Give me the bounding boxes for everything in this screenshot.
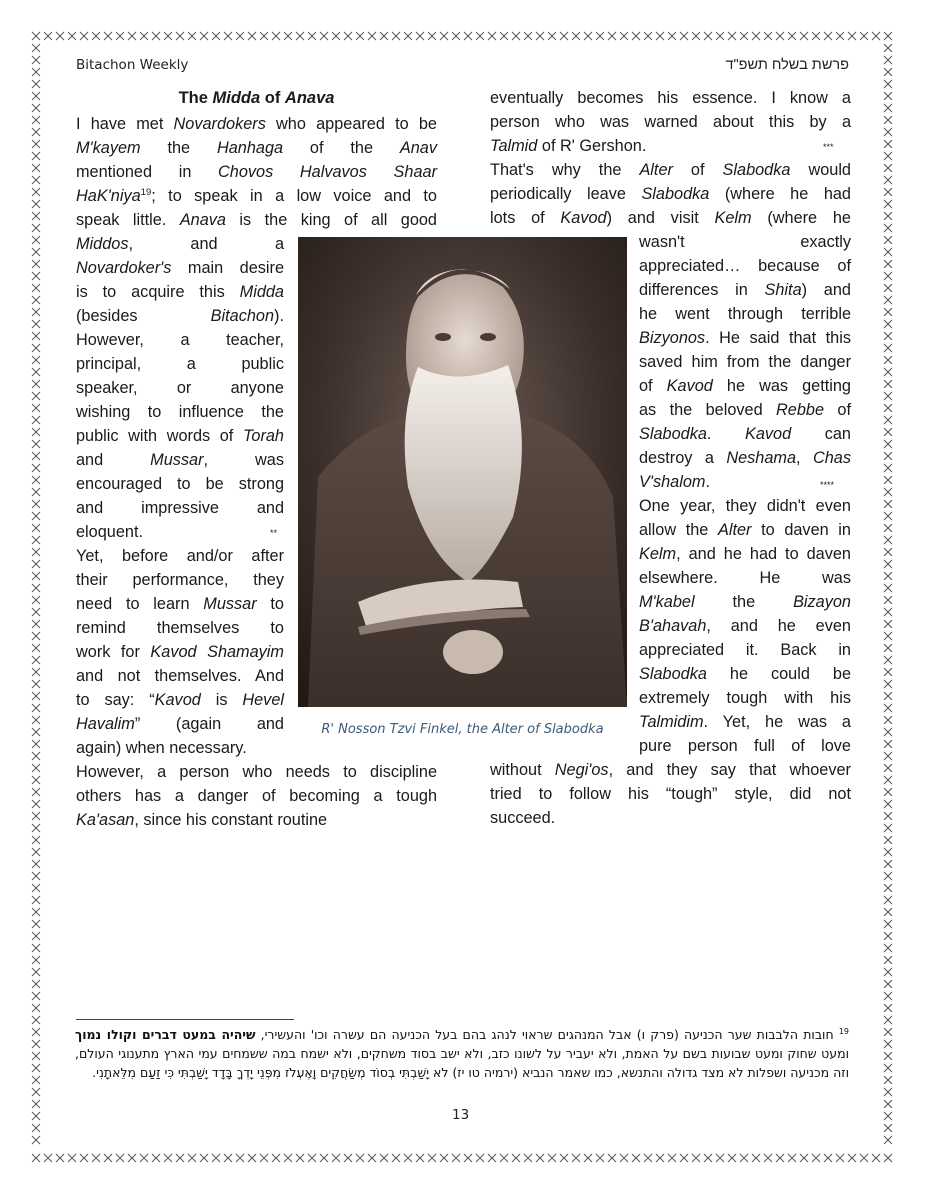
title-part: of: [260, 89, 285, 107]
text-run: would: [790, 161, 851, 179]
text-run: That's why the: [490, 161, 640, 179]
text-run: ,: [796, 449, 813, 467]
text-line: [639, 638, 851, 662]
text-line: [76, 232, 284, 256]
text-run: destroy a: [639, 449, 727, 467]
text-line: [76, 328, 284, 352]
text-line: [76, 208, 437, 232]
footnote-divider: [76, 1019, 294, 1020]
text-run: and: [76, 451, 151, 469]
text-run: , and he even: [706, 617, 851, 635]
text-line: [490, 86, 851, 110]
article-title: [76, 89, 437, 108]
italic-term: Novardoker's: [76, 259, 172, 277]
text-line: [76, 616, 284, 640]
italic-term: V'shalom: [639, 473, 706, 491]
text-run: work for: [76, 643, 151, 661]
text-line: [76, 568, 284, 592]
text-line: [639, 350, 851, 374]
text-run: of: [824, 401, 852, 419]
photo-caption: R' Nosson Tzvi Finkel, the Alter of Slabodka: [321, 722, 604, 737]
text-line: [76, 136, 437, 160]
italic-term: Anav: [399, 139, 437, 157]
italic-term: Kavod Shamayim: [150, 643, 284, 661]
text-line: [490, 110, 851, 134]
text-line: [76, 592, 284, 616]
text-line: [639, 302, 851, 326]
text-run: (where he had: [709, 185, 851, 203]
italic-term: Slabodka: [722, 161, 791, 179]
footnote-ref: 19: [140, 187, 152, 198]
italic-term: Kelm: [714, 209, 752, 227]
italic-term: Negi'os: [554, 761, 609, 779]
text-line: [76, 784, 437, 808]
title-part: Anava: [284, 89, 335, 107]
section-separator: ***: [823, 142, 834, 152]
text-line: [490, 182, 851, 206]
italic-term: Talmid: [490, 137, 538, 155]
text-run: , and he had to daven: [676, 545, 851, 563]
italic-term: Kavod: [154, 691, 201, 709]
text-run: to daven in: [751, 521, 851, 539]
italic-term: Mussar: [203, 595, 257, 613]
text-run: wishing to influence the: [76, 403, 284, 421]
header-publication-name: Bitachon Weekly: [76, 57, 189, 73]
text-run: wasn't exactly: [639, 233, 851, 251]
text-line: [639, 254, 851, 278]
italic-term: Kavod: [745, 425, 792, 443]
text-line: [76, 808, 437, 832]
text-run: he went through terrible: [639, 305, 851, 323]
text-run: is the king of all good: [225, 211, 437, 229]
text-line: [76, 376, 284, 400]
text-run: ” (again and: [134, 715, 284, 733]
italic-term: Rebbe: [776, 401, 825, 419]
section-separator: **: [270, 528, 278, 538]
italic-term: Bizayon: [793, 593, 851, 611]
italic-term: Hanhaga: [216, 139, 284, 157]
text-line: [490, 806, 851, 830]
title-part: Midda: [212, 89, 261, 107]
text-run: tried to follow his “tough” style, did not: [490, 785, 851, 803]
text-run: allow the: [639, 521, 718, 539]
italic-term: Neshama: [726, 449, 797, 467]
header-parsha: פרשת בשלח תשפ"ד: [725, 57, 849, 73]
italic-term: Chovos Halvavos Shaar: [218, 163, 437, 181]
text-run: mentioned in: [76, 163, 219, 181]
footnote-number: 19: [838, 1027, 849, 1036]
text-run: remind themselves to: [76, 619, 284, 637]
text-run: can: [791, 425, 851, 443]
text-run: to say: “: [76, 691, 155, 709]
text-run: saved him from the danger: [639, 353, 851, 371]
text-line: [639, 446, 851, 470]
text-run: , and they say that whoever: [608, 761, 851, 779]
text-run: elsewhere. He was: [639, 569, 851, 587]
text-line: [76, 424, 284, 448]
text-run: who appeared to be: [265, 115, 437, 133]
italic-term: Anava: [179, 211, 226, 229]
text-line: [76, 664, 284, 688]
italic-term: M'kayem: [76, 139, 141, 157]
text-line: [76, 400, 284, 424]
text-line: [76, 160, 437, 184]
text-line: [639, 686, 851, 710]
italic-term: Kavod: [666, 377, 713, 395]
italic-term: Novardokers: [173, 115, 266, 133]
footnote-text-bold: שיהיה במעט דברים וקולו נמוך: [75, 1027, 256, 1042]
text-run: is: [200, 691, 243, 709]
text-line: [490, 758, 851, 782]
text-run: One year, they didn't even: [639, 497, 851, 515]
text-run: need to learn: [76, 595, 204, 613]
text-line: [490, 782, 851, 806]
italic-term: Talmidim: [639, 713, 704, 731]
text-run: (besides: [76, 307, 211, 325]
text-run: eloquent.: [76, 523, 143, 541]
italic-term: Alter: [639, 161, 673, 179]
text-run: ; to speak in a low voice and to: [151, 187, 437, 205]
text-run: of the: [283, 139, 400, 157]
text-run: , was: [203, 451, 284, 469]
text-run: (where he: [751, 209, 851, 227]
text-line: [76, 352, 284, 376]
text-run: succeed.: [490, 809, 556, 827]
text-run: public with words of: [76, 427, 243, 445]
text-line: [76, 256, 284, 280]
text-line: [639, 542, 851, 566]
italic-term: Bitachon: [210, 307, 275, 325]
text-run: principal, a public: [76, 355, 284, 373]
text-run: ) and: [801, 281, 851, 299]
text-run: to: [256, 595, 284, 613]
section-separator: ****: [820, 480, 835, 490]
italic-term: Kavod: [560, 209, 607, 227]
italic-term: Hevel: [242, 691, 284, 709]
text-line: [639, 326, 851, 350]
text-run: of: [672, 161, 723, 179]
text-run: the: [140, 139, 217, 157]
text-line: [639, 422, 851, 446]
text-run: appreciated it. Back in: [639, 641, 851, 659]
text-run: main desire: [171, 259, 284, 277]
italic-term: Middos: [76, 235, 129, 253]
text-line: [639, 230, 851, 254]
text-run: others has a danger of becoming a tough: [76, 787, 437, 805]
italic-term: Torah: [242, 427, 284, 445]
text-line: [639, 710, 851, 734]
text-line: [76, 760, 437, 784]
text-run: he was getting: [712, 377, 851, 395]
footnote-text: ומעט שחוק ומעט שבועות בשם על האמת, ולא יעביר על לשונו כזב, ולא ישב בסוד משחקים, ולא ישמח במה ששמחים עמי הארץ מתענוגי העולם, וזה מכניעה ושפלות לא מצד גדולה והתנשא, כמו שאמר הנביא (ירמיה טו יז) לא יָשַׁבְתִּי בְסוֹד מְשַׂחֲקִים וָאֶעְלֹז מִפְּנֵי יָדְךָ בָּדָד יָשַׁבְתִּי כִּי זַעַם מִלֵּאתָנִי.: [75, 1046, 849, 1080]
text-line: [639, 494, 851, 518]
text-run: . Yet, he was a: [703, 713, 851, 731]
text-line: [639, 590, 851, 614]
italic-term: Slabodka: [641, 185, 710, 203]
italic-term: M'kabel: [639, 593, 695, 611]
text-run: However, a teacher,: [76, 331, 284, 349]
text-line: [76, 520, 284, 544]
text-run: of: [639, 377, 667, 395]
italic-term: Midda: [239, 283, 284, 301]
italic-term: Slabodka: [639, 425, 707, 443]
text-run: . He said that this: [705, 329, 851, 347]
italic-term: HaK'niya: [76, 187, 141, 205]
text-line: [76, 184, 437, 208]
italic-term: Ka'asan: [76, 811, 135, 829]
text-run: speaker, or anyone: [76, 379, 284, 397]
text-run: their performance, they: [76, 571, 284, 589]
text-run: eventually becomes his essence. I know a: [490, 89, 851, 107]
text-run: ) and visit: [606, 209, 715, 227]
text-run: again) when necessary.: [76, 739, 247, 757]
text-line: [76, 112, 437, 136]
text-run: pure person full of love: [639, 737, 851, 755]
text-run: of R' Gershon.: [537, 137, 647, 155]
text-line: [639, 374, 851, 398]
text-line: [76, 640, 284, 664]
text-run: , since his constant routine: [134, 811, 328, 829]
italic-term: Kelm: [639, 545, 677, 563]
portrait-photo: [298, 237, 627, 707]
page-number: 13: [452, 1107, 470, 1123]
footnote-text: חובות הלבבות שער הכניעה (פרק ו) אבל המנהגים שראוי לנהג בהם בעל הכניעה הם עשרה וכו' והעשירי,: [255, 1027, 834, 1042]
text-run: differences in: [639, 281, 765, 299]
text-run: , and a: [128, 235, 284, 253]
footnote-19: [75, 1025, 849, 1082]
text-run: without: [490, 761, 555, 779]
text-run: periodically leave: [490, 185, 642, 203]
text-line: [76, 736, 284, 760]
text-line: [490, 134, 851, 158]
italic-term: Havalim: [76, 715, 135, 733]
italic-term: Chas: [812, 449, 851, 467]
text-run: speak little.: [76, 211, 180, 229]
text-run: as the beloved: [639, 401, 777, 419]
text-line: [639, 518, 851, 542]
text-run: person who was warned about this by a: [490, 113, 851, 131]
text-line: [639, 398, 851, 422]
text-run: I have met: [76, 115, 174, 133]
italic-term: Shita: [764, 281, 802, 299]
text-line: [76, 304, 284, 328]
text-run: ).: [274, 307, 284, 325]
text-line: [76, 688, 284, 712]
text-line: [490, 206, 851, 230]
text-line: [639, 278, 851, 302]
title-part: The: [178, 89, 213, 107]
text-run: encouraged to be strong: [76, 475, 284, 493]
text-line: [76, 544, 284, 568]
text-line: [639, 566, 851, 590]
text-line: [639, 614, 851, 638]
text-run: he could be: [706, 665, 851, 683]
text-line: [639, 734, 851, 758]
text-run: However, a person who needs to discipline: [76, 763, 437, 781]
text-run: Yet, before and/or after: [76, 547, 284, 565]
italic-term: Mussar: [150, 451, 204, 469]
italic-term: Bizyonos: [639, 329, 706, 347]
text-line: [639, 662, 851, 686]
italic-term: B'ahavah: [639, 617, 707, 635]
text-run: extremely tough with his: [639, 689, 851, 707]
text-run: .: [705, 473, 710, 491]
text-run: and not themselves. And: [76, 667, 284, 685]
text-line: [76, 496, 284, 520]
italic-term: Slabodka: [639, 665, 707, 683]
text-line: [76, 712, 284, 736]
text-line: [76, 280, 284, 304]
italic-term: Alter: [718, 521, 752, 539]
text-run: is to acquire this: [76, 283, 240, 301]
text-line: [76, 448, 284, 472]
text-run: the: [694, 593, 794, 611]
text-run: .: [706, 425, 745, 443]
text-run: appreciated… because of: [639, 257, 851, 275]
text-line: [490, 158, 851, 182]
text-run: and impressive and: [76, 499, 284, 517]
text-run: lots of: [490, 209, 561, 227]
text-line: [76, 472, 284, 496]
